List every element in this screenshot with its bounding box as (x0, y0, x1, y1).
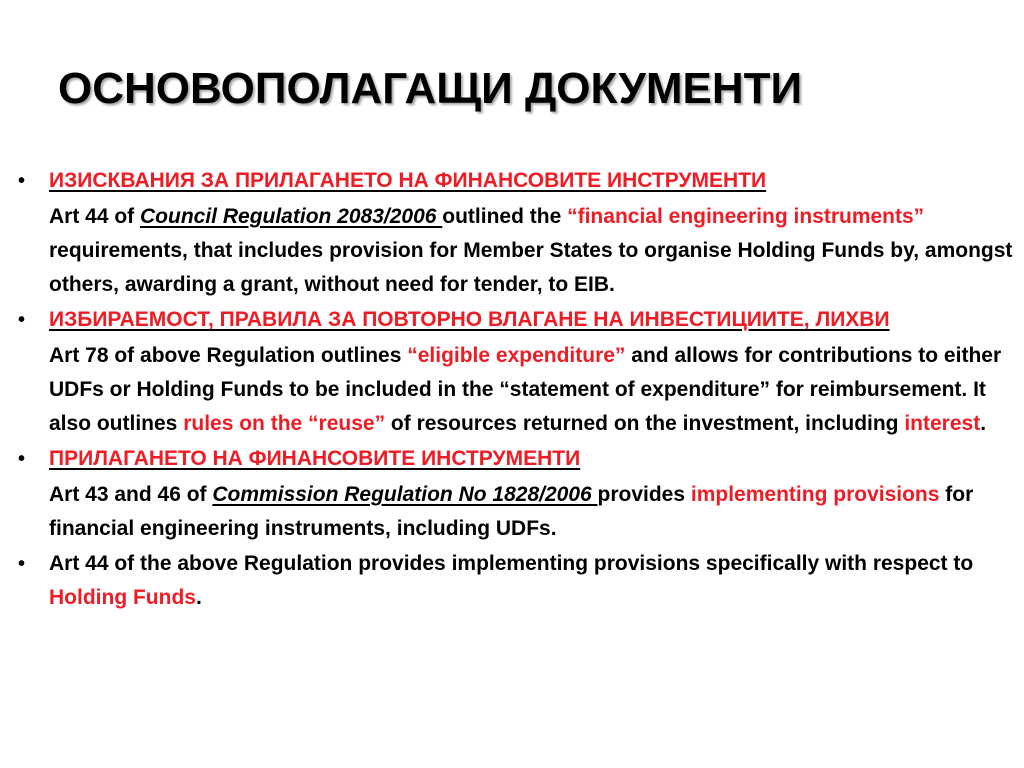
bullet-item-holding-funds (14, 547, 1014, 615)
paragraph-text: Art 43 and 46 of (49, 483, 213, 506)
highlight-text: implementing provisions (690, 483, 940, 506)
paragraph-text: provides (597, 483, 691, 506)
highlight-text: “financial engineering instruments” (567, 205, 925, 228)
slide-content (14, 164, 1014, 615)
highlight-text: Holding Funds (49, 586, 196, 609)
paragraph-art-78 (14, 339, 1014, 441)
bullet-dot-icon: • (18, 309, 26, 331)
highlight-text: rules on the “reuse” (183, 412, 386, 435)
bullet-dot-icon: • (18, 553, 26, 575)
section-heading-implementation: ПРИЛАГАНЕТО НА ФИНАНСОВИТЕ ИНСТРУМЕНТИ (49, 447, 581, 470)
bullet-item-eligibility (14, 303, 1014, 337)
bullet-item-implementation (14, 442, 1014, 476)
paragraph-text: . (195, 586, 202, 609)
bullet-item-requirements (14, 164, 1014, 198)
paragraph-text: and allows for contributions to either UDFs or Holding Funds to be included in the “statement of expenditure” for reimbursement. It also outlines (49, 344, 1002, 435)
slide-title: ОСНОВОПОЛАГАЩИ ДОКУМЕНТИ (58, 64, 803, 113)
paragraph-text: requirements, that includes provision for Member States to organise Holding Funds by, amongst others, awarding a grant, without need for tender, to EIB. (49, 239, 1013, 296)
section-heading-requirements: ИЗИСКВАНИЯ ЗА ПРИЛАГАНЕТО НА ФИНАНСОВИТЕ ИНСТРУМЕНТИ (49, 169, 767, 192)
paragraph-text: for financial engineering instruments, including UDFs. (49, 483, 974, 540)
regulation-reference: Council Regulation 2083/2006 (140, 205, 443, 228)
paragraph-text: Art 78 of above Regulation outlines (49, 344, 408, 367)
highlight-text: interest (904, 412, 981, 435)
paragraph-art-43-46 (14, 478, 1014, 546)
regulation-reference: Commission Regulation No 1828/2006 (212, 483, 598, 506)
paragraph-text: outlined the (442, 205, 568, 228)
paragraph-text: Art 44 of the above Regulation provides implementing provisions specifically with respect to (49, 552, 974, 575)
paragraph-text: Art 44 of (49, 205, 141, 228)
paragraph-text: of resources returned on the investment, including (385, 412, 905, 435)
paragraph-text: . (980, 412, 987, 435)
bullet-dot-icon: • (18, 170, 26, 192)
highlight-text: “eligible expenditure” (407, 344, 626, 367)
bullet-dot-icon: • (18, 448, 26, 470)
paragraph-art-44 (14, 200, 1014, 302)
section-heading-eligibility: ИЗБИРАЕМОСТ, ПРАВИЛА ЗА ПОВТОРНО ВЛАГАНЕ НА ИНВЕСТИЦИИТЕ, ЛИХВИ (49, 308, 890, 331)
